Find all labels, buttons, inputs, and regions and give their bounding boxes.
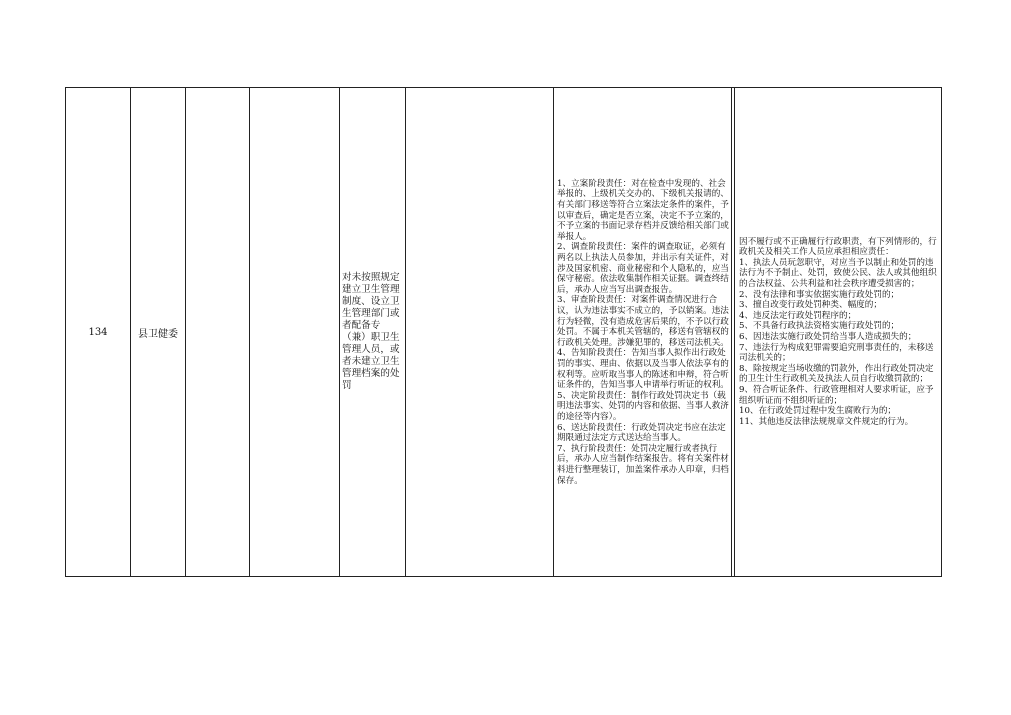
responsibility-item: 2、调查阶段责任：案件的调查取证，必须有两名以上执法人员参加，并出示有关证件，对涉及国家机密、商业秘密和个人隐私的，应当保守秘密。依法收集制作相关证据。调查终结后，承办人应当写出调查报告。 xyxy=(557,242,729,295)
empty-cell xyxy=(186,88,250,577)
responsibility-item: 6、送达阶段责任：行政处罚决定书应在法定期限通过法定方式送达给当事人。 xyxy=(557,422,726,444)
liability-item: 2、没有法律和事实依据实施行政处罚的； xyxy=(739,289,900,300)
item-name: 对未按照规定建立卫生管理制度、设立卫生管理部门或者配备专（兼）职卫生管理人员，或者未建立卫生管理档案的处罚 xyxy=(342,272,400,391)
liability-item: 4、违反法定行政处罚程序的； xyxy=(739,310,857,321)
liability-item: 5、不具备行政执法资格实施行政处罚的； xyxy=(739,321,900,332)
liability-item: 7、违法行为构成犯罪需要追究刑事责任的，未移送司法机关的； xyxy=(739,342,934,364)
liability-item: 3、擅自改变行政处罚种类、幅度的； xyxy=(739,300,882,311)
empty-cell xyxy=(250,88,340,577)
item-name-cell xyxy=(340,88,406,577)
responsibility-item: 7、执行阶段责任：处罚决定履行或者执行后，承办人应当制作结案报告。将有关案件材料进行整理装订，加盖案件承办人印章，归档保存。 xyxy=(557,443,729,486)
responsibility-item: 5、决定阶段责任：制作行政处罚决定书（载明违法事实、处罚的内容和依据、当事人救济的途径等内容）。 xyxy=(557,390,729,422)
empty-cell xyxy=(406,88,554,577)
liability-item: 6、因违法实施行政处罚给当事人造成损失的； xyxy=(739,332,917,342)
row-number: 134 xyxy=(88,326,108,338)
table-row xyxy=(66,88,942,577)
liability-cell xyxy=(735,88,942,577)
liability-item: 11、其他违反法律法规规章文件规定的行为。 xyxy=(739,416,914,427)
row-number-cell xyxy=(66,88,131,577)
responsibility-item: 1、立案阶段责任：对在检查中发现的、社会举报的、上级机关交办的、下级机关报请的、有关部门移送等符合立案法定条件的案件，予以审查后，确定是否立案，决定不予立案的，不予立案的书面记录存档并反馈给相关部门或举报人。 xyxy=(557,178,729,242)
power-list-table xyxy=(65,87,942,577)
liability-item: 8、除按规定当场收缴的罚款外，作出行政处罚决定的卫生计生行政机关及执法人员自行收缴罚款的； xyxy=(739,363,934,385)
responsibility-item: 4、告知阶段责任：告知当事人拟作出行政处罚的事实、理由、依据以及当事人依法享有的权利等。应听取当事人的陈述和申辩，符合听证条件的，告知当事人申请举行听证的权利。 xyxy=(557,348,729,391)
liability-item: 9、符合听证条件、行政管理相对人要求听证，应予组织听证而不组织听证的； xyxy=(739,384,934,406)
department-cell xyxy=(131,88,186,577)
liability-item: 10、在行政处罚过程中发生腐败行为的； xyxy=(739,406,897,417)
liability-item: 1、执法人员玩忽职守，对应当予以制止和处罚的违法行为不予制止、处罚，致使公民、法人或其他组织的合法权益、公共利益和社会秩序遭受损害的； xyxy=(739,257,937,290)
department-name: 县卫健委 xyxy=(138,328,178,340)
responsibility-cell xyxy=(554,88,732,577)
liability-item: 因不履行或不正确履行行政职责，有下列情形的，行政机关及相关工作人员应承担相应责任： xyxy=(739,236,937,258)
responsibility-item: 3、审查阶段责任：对案件调查情况进行合议，认为违法事实不成立的，予以销案。违法行为轻微，没有造成危害后果的，不予以行政处罚。不属于本机关管辖的，移送有管辖权的行政机关处理。涉嫌犯罪的，移送司法机关。 xyxy=(557,295,729,348)
